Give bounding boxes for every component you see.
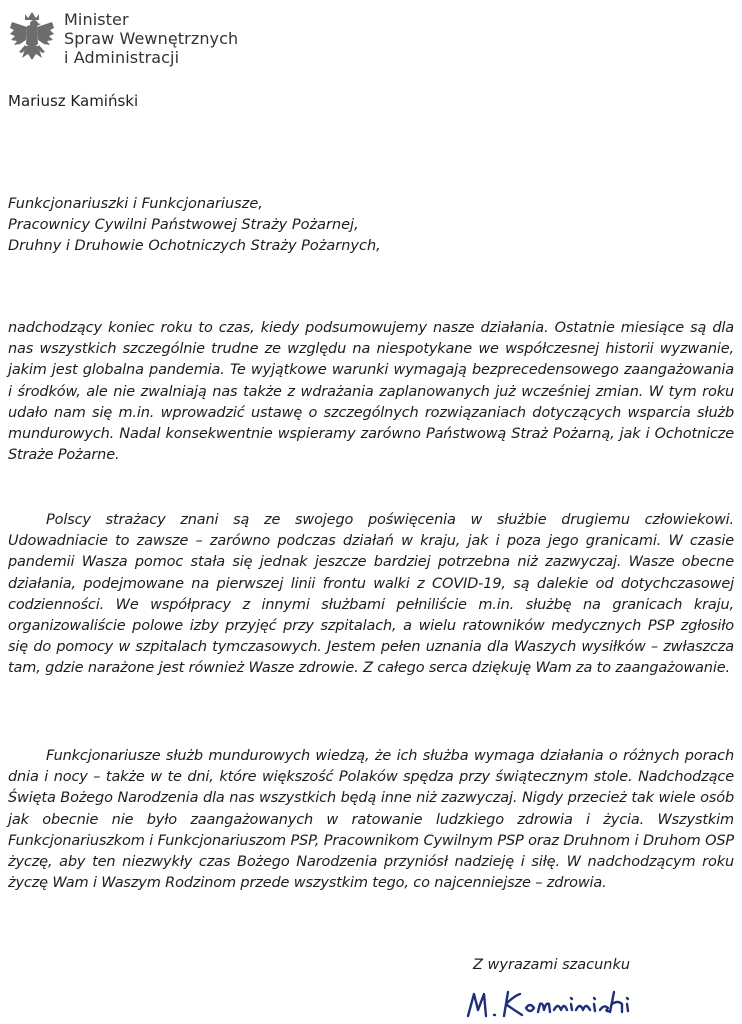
handwritten-signature xyxy=(464,984,664,1022)
ministry-line-3: i Administracji xyxy=(64,48,180,67)
closing-phrase: Z wyrazami szacunku xyxy=(473,957,631,973)
author-name: Mariusz Kamiński xyxy=(8,92,139,110)
salutation xyxy=(8,194,381,257)
ministry-name xyxy=(64,10,238,67)
paragraph-2: Polscy strażacy znani są ze swojego poświęcenia w służbie drugiemu człowiekowi. Udowadniacie to zawsze – zarówno podczas działań w kraju, jak i poza jego granicami. W czasie pandemii Wasza pomoc stała się jednak jeszcze bardziej potrzebna niż zazwyczaj. Wasze obecne działania, podejmowane na pierwszej linii frontu walki z COVID-19, są dalekie od dotychczasowej codzienności. We współpracy z innymi służbami pełniliście m.in. służbę na granicach kraju, organizowaliście polowe izby przyjęć przy szpitalach, a wielu ratowników medycznych PSP zgłosiło się do pomocy w szpitalach tymczasowych. Jestem pełen uznania dla Waszych wysiłków – zwłaszcza tam, gdzie narażone jest również Wasze zdrowie. Z całego serca dziękuję Wam za to zaangażowanie. xyxy=(8,512,734,677)
salutation-line-1: Funkcjonariuszki i Funkcjonariusze, xyxy=(8,196,263,212)
paragraph-3: Funkcjonariusze służb mundurowych wiedzą, że ich służba wymaga działania o różnych porach dnia i nocy – także w te dni, które większość Polaków spędza przy świątecznym stole. Nadchodzące Święta Bożego Narodzenia dla nas wszystkich będą inne niż zazwyczaj. Nigdy przecież tak wiele osób jak obecnie nie było zaangażowanych w ratowanie ludzkiego zdrowia i życia. Wszystkim Funkcjonariuszkom i Funkcjonariuszom PSP, Pracownikom Cywilnym PSP oraz Druhnom i Druhom OSP życzę, aby ten niezwykły czas Bożego Narodzenia przyniósł nadzieję i siłę. W nadchodzącym roku życzę Wam i Waszym Rodzinom przede wszystkim tego, co najcenniejsze – zdrowia. xyxy=(8,748,734,892)
polish-eagle-icon xyxy=(8,10,56,66)
letterhead xyxy=(8,10,238,67)
paragraph-1: nadchodzący koniec roku to czas, kiedy podsumowujemy nasze działania. Ostatnie miesiące są dla nas wszystkich szczególnie trudne ze względu na niespotykane we współczesnej historii wyzwanie, jakim jest globalna pandemia. Te wyjątkowe warunki wymagają bezprecedensowego zaangażowania i środków, ale nie zwalniają nas także z wdrażania zaplanowanych już wcześniej zmian. W tym roku udało nam się m.in. wprowadzić ustawę o szczególnych rozwiązaniach dotyczących wsparcia służb mundurowych. Nadal konsekwentnie wspieramy zarówno Państwową Straż Pożarną, jak i Ochotnicze Straże Pożarne. xyxy=(8,320,734,464)
signature-strokes xyxy=(468,992,628,1016)
salutation-line-3: Druhny i Druhowie Ochotniczych Straży Pożarnych, xyxy=(8,238,381,254)
ministry-line-2: Spraw Wewnętrznych xyxy=(64,29,239,48)
ministry-line-1: Minister xyxy=(64,10,129,29)
salutation-line-2: Pracownicy Cywilni Państwowej Straży Pożarnej, xyxy=(8,217,359,233)
